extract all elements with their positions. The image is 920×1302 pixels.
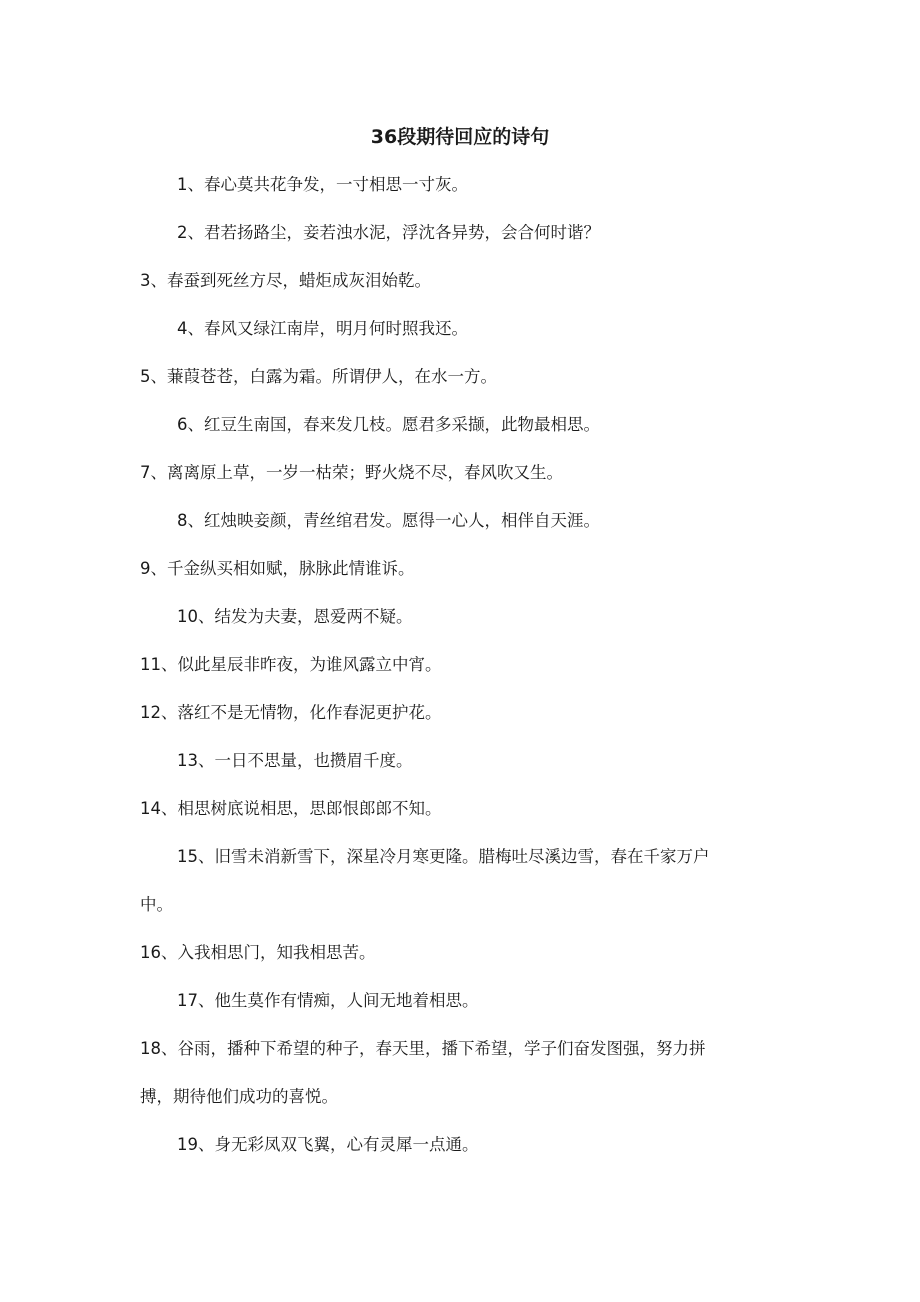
poem-line-18-continued: 搏，期待他们成功的喜悦。: [140, 1087, 338, 1106]
poem-line-13: 13、一日不思量，也攒眉千度。: [177, 751, 413, 770]
poem-line-3: 3、春蚕到死丝方尽，蜡炬成灰泪始乾。: [140, 271, 431, 290]
poem-line-17: 17、他生莫作有情痴，人间无地着相思。: [177, 991, 479, 1010]
poem-line-18: 18、谷雨，播种下希望的种子，春天里，播下希望，学子们奋发图强，努力拼: [140, 1039, 706, 1058]
page-title: 36段期待回应的诗句: [370, 126, 550, 148]
poem-line-1: 1、春心莫共花争发，一寸相思一寸灰。: [177, 175, 468, 194]
poem-line-19: 19、身无彩凤双飞翼，心有灵犀一点通。: [177, 1135, 479, 1154]
poem-line-5: 5、蒹葭苍苍，白露为霜。所谓伊人，在水一方。: [140, 367, 497, 386]
poem-line-15-continued: 中。: [140, 895, 173, 914]
poem-line-12: 12、落红不是无情物，化作春泥更护花。: [140, 703, 442, 722]
poem-line-8: 8、红烛映妾颜，青丝绾君发。愿得一心人，相伴自天涯。: [177, 511, 600, 530]
poem-line-7: 7、离离原上草，一岁一枯荣；野火烧不尽，春风吹又生。: [140, 463, 563, 482]
poem-line-16: 16、入我相思门，知我相思苦。: [140, 943, 376, 962]
poem-line-11: 11、似此星辰非昨夜，为谁风露立中宵。: [140, 655, 442, 674]
poem-line-15: 15、旧雪未消新雪下，深星冷月寒更隆。腊梅吐尽溪边雪，春在千家万户: [177, 847, 710, 866]
poem-line-4: 4、春风又绿江南岸，明月何时照我还。: [177, 319, 468, 338]
poem-line-2: 2、君若扬路尘，妾若浊水泥，浮沈各异势，会合何时谐？: [177, 223, 600, 242]
poem-list: [140, 170, 790, 1178]
poem-line-10: 10、结发为夫妻，恩爱两不疑。: [177, 607, 413, 626]
poem-line-6: 6、红豆生南国，春来发几枝。愿君多采撷，此物最相思。: [177, 415, 600, 434]
poem-line-14: 14、相思树底说相思，思郎恨郎郎不知。: [140, 799, 442, 818]
poem-line-9: 9、千金纵买相如赋，脉脉此情谁诉。: [140, 559, 415, 578]
